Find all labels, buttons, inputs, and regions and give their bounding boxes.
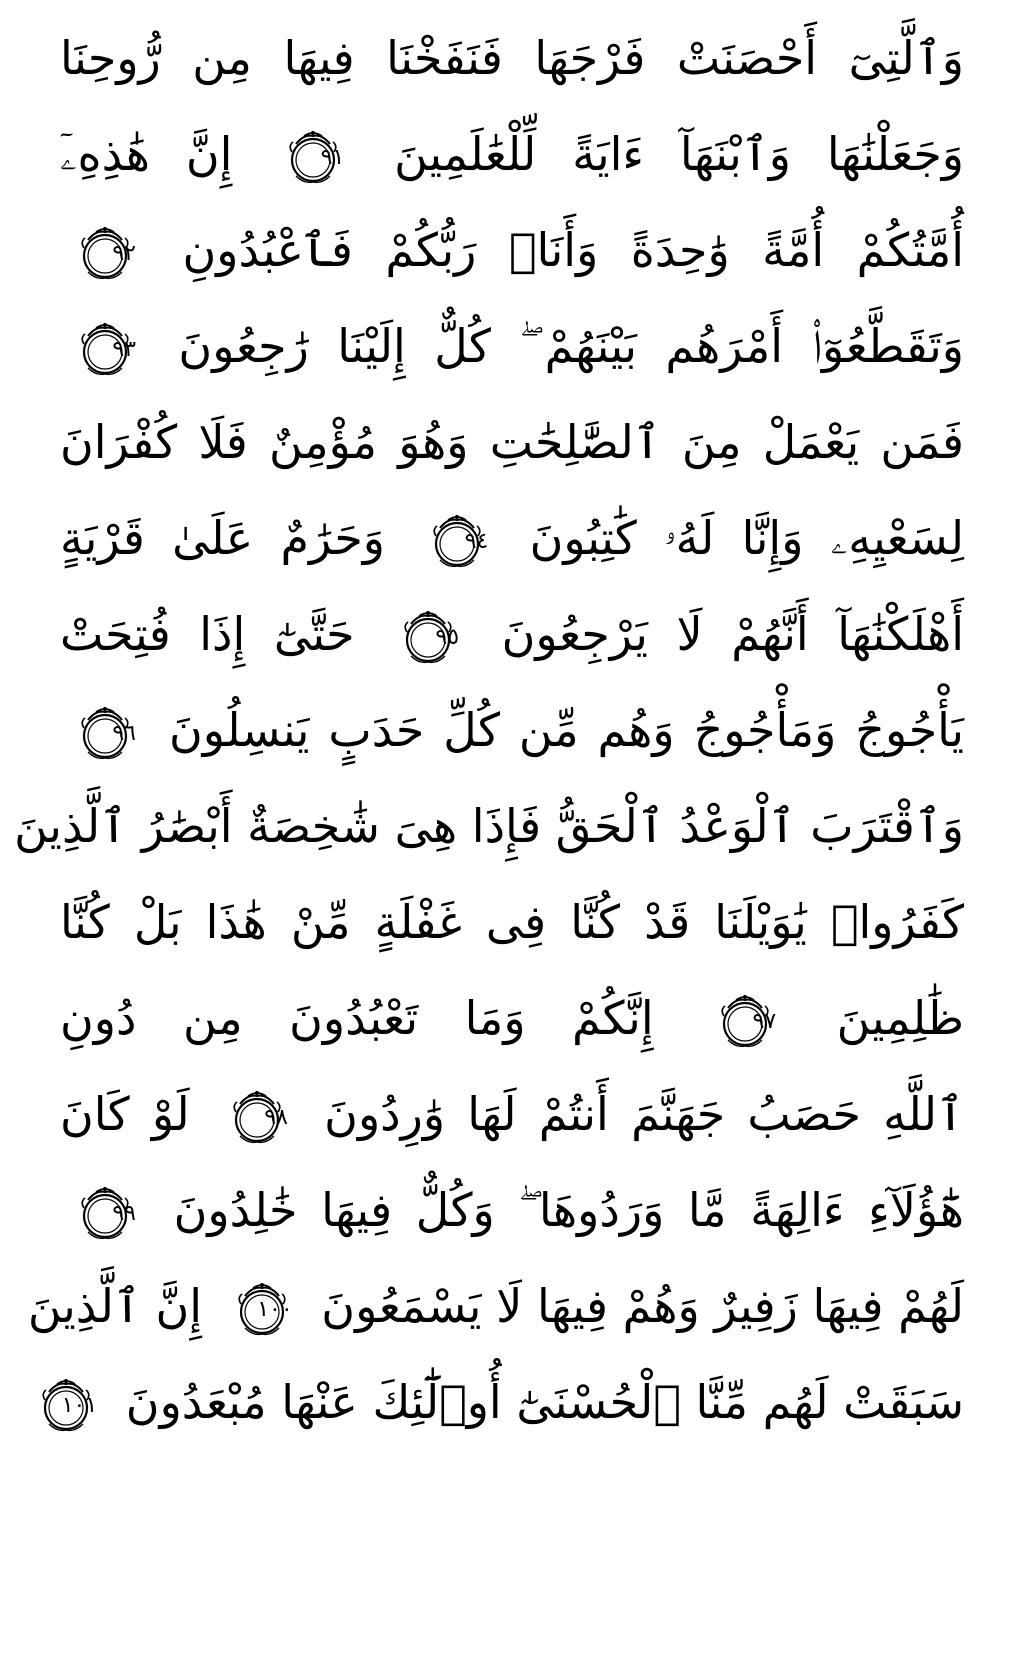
verse-text: لِسَعْيِهِۦ وَإِنَّا لَهُۥ كَٰتِبُونَ [529, 511, 964, 565]
text-line [60, 394, 964, 490]
text-line [60, 970, 964, 1066]
ayah-number: ٩٧ [752, 1008, 777, 1034]
text-line [27, 1258, 964, 1354]
verse-text: وَتَقَطَّعُوٓا۟ أَمْرَهُم بَيْنَهُمْ ۖ كُلٌّ إِلَيْنَا رَٰجِعُونَ [178, 319, 965, 373]
verse-text: إِنَّ هَٰذِهِۦٓ [60, 127, 233, 181]
text-lines [14, 10, 965, 1450]
verse-text: فَمَن يَعْمَلْ مِنَ ٱلصَّٰلِحَٰتِ وَهُوَ مُؤْمِنٌ فَلَا كُفْرَانَ [60, 415, 964, 469]
verse-text: وَحَرَٰمٌ عَلَىٰ قَرْيَةٍ [60, 511, 385, 565]
text-line [60, 106, 964, 202]
ayah-number: ٩٤ [464, 528, 489, 554]
ayah-marker [74, 322, 136, 378]
text-line [60, 1162, 964, 1258]
verse-text: حَتَّىٰٓ إِذَا فُتِحَتْ [60, 607, 355, 661]
text-line [14, 778, 964, 874]
verse-text: يَأْجُوجُ وَمَأْجُوجُ وَهُم مِّن كُلِّ حَدَبٍ يَنسِلُونَ [168, 703, 964, 757]
verse-text: أُمَّتُكُمْ أُمَّةً وَٰحِدَةً وَأَنَا۠ رَبُّكُمْ فَٱعْبُدُونِ [182, 223, 964, 277]
mushaf-page [14, 10, 965, 1646]
ayah-marker [74, 226, 136, 282]
text-line [60, 10, 964, 106]
text-line [60, 874, 964, 970]
text-line [60, 586, 964, 682]
ayah-marker [35, 1378, 97, 1434]
ayah-marker [231, 1282, 293, 1338]
text-line [60, 1354, 964, 1450]
verse-text: أَهْلَكْنَٰهَآ أَنَّهُمْ لَا يَرْجِعُونَ [501, 607, 964, 661]
ayah-marker [714, 994, 776, 1050]
ayah-marker [74, 1186, 136, 1242]
text-line [60, 1066, 964, 1162]
verse-text: وَجَعَلْنَٰهَا وَٱبْنَهَآ ءَايَةً لِّلْعَٰلَمِينَ [394, 127, 965, 181]
verse-text: ٱللَّهِ حَصَبُ جَهَنَّمَ أَنتُمْ لَهَا وَٰرِدُونَ [324, 1087, 964, 1141]
verse-text: لَهُمْ فِيهَا زَفِيرٌ وَهُمْ فِيهَا لَا يَسْمَعُونَ [321, 1279, 964, 1333]
ayah-marker [397, 610, 459, 666]
ayah-number: ٩٣ [112, 336, 136, 362]
ayah-marker [226, 1090, 288, 1146]
text-line [60, 202, 964, 298]
ayah-number: ١٠٠ [257, 1296, 293, 1322]
verse-text: إِنَّكُمْ وَمَا تَعْبُدُونَ مِن دُونِ [60, 991, 654, 1045]
verse-text: إِنَّ ٱلَّذِينَ [27, 1279, 203, 1333]
verse-text: هَٰٓؤُلَآءِ ءَالِهَةً مَّا وَرَدُوهَا ۖ وَكُلٌّ فِيهَا خَٰلِدُونَ [173, 1183, 965, 1237]
ayah-marker [426, 514, 488, 570]
ayah-number: ٩٦ [112, 720, 136, 746]
verse-text: وَٱقْتَرَبَ ٱلْوَعْدُ ٱلْحَقُّ فَإِذَا هِىَ شَٰخِصَةٌ أَبْصَٰرُ ٱلَّذِينَ [14, 799, 964, 853]
ayah-marker [74, 706, 136, 762]
ayah-number: ٩٢ [112, 240, 136, 266]
text-line [60, 298, 964, 394]
text-line [60, 682, 964, 778]
verse-text: سَبَقَتْ لَهُم مِّنَّا ٱلْحُسْنَىٰٓ أُو۟لَٰٓئِكَ عَنْهَا مُبْعَدُونَ [125, 1375, 964, 1429]
ayah-number: ٩٩ [112, 1200, 136, 1226]
verse-text: لَوْ كَانَ [60, 1087, 190, 1141]
text-line [60, 490, 964, 586]
ayah-number: ١٠١ [61, 1392, 98, 1418]
verse-text: وَٱلَّتِىٓ أَحْصَنَتْ فَرْجَهَا فَنَفَخْنَا فِيهَا مِن رُّوحِنَا [60, 31, 964, 85]
ayah-number: ٩٨ [264, 1104, 288, 1130]
ayah-marker [282, 130, 344, 186]
verse-text: كَفَرُوا۟ يَٰوَيْلَنَا قَدْ كُنَّا فِى غَفْلَةٍ مِّنْ هَٰذَا بَلْ كُنَّا [60, 895, 964, 949]
ayah-number: ٩١ [320, 144, 345, 170]
verse-text: ظَٰلِمِينَ [836, 991, 965, 1045]
ayah-number: ٩٥ [435, 624, 460, 650]
